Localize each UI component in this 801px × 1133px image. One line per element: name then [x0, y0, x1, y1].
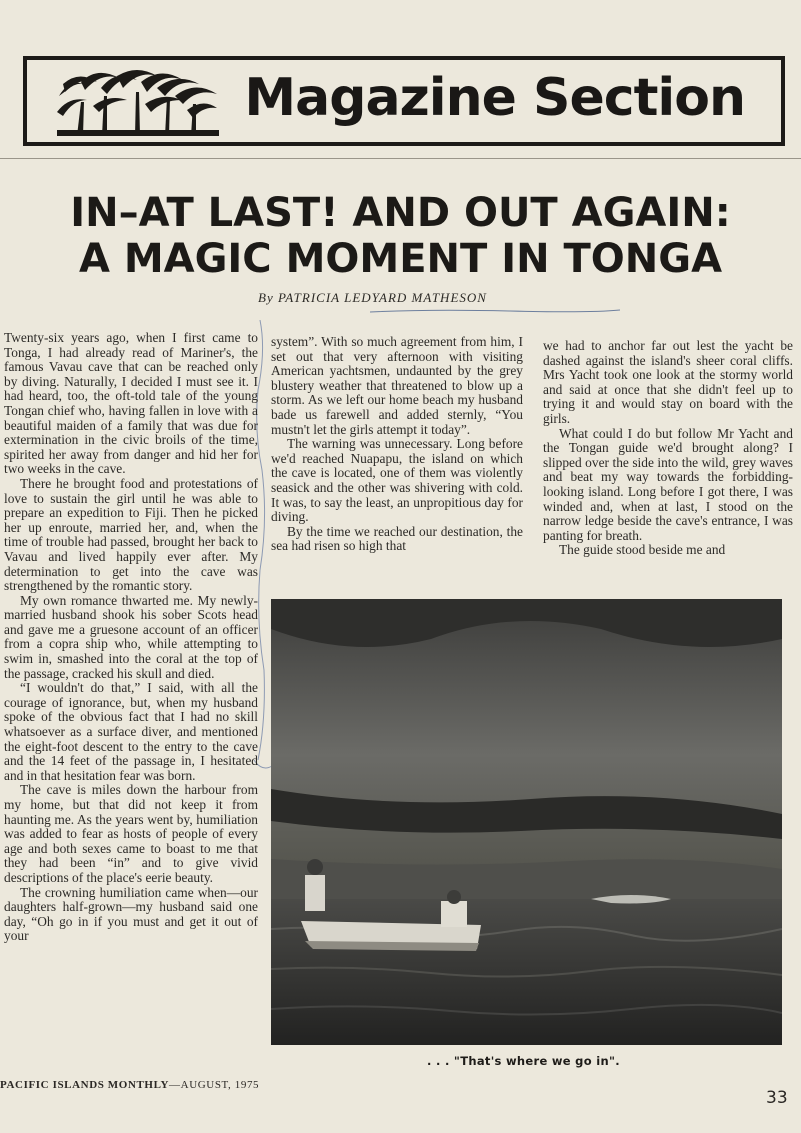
headline-line-1: IN–AT LAST! AND OUT AGAIN:	[70, 190, 731, 236]
section-title: Magazine Section	[244, 68, 745, 128]
publication-name: PACIFIC ISLANDS MONTHLY	[0, 1079, 170, 1091]
pencil-underline	[370, 308, 620, 322]
masthead	[23, 56, 785, 146]
paragraph: There he brought food and protestations of love to sustain the girl until he was able to prepare an expedition to Fiji. Then he picked her up enroute, married her, and, when the time of trouble had passed, brought her back to Vavau and lived happily ever after. My determination to get into the cave was strengthened by the romantic story.	[4, 475, 258, 594]
headline-line-2: A MAGIC MOMENT IN TONGA	[78, 236, 723, 282]
text-column-2	[271, 335, 523, 554]
paragraph: By the time we reached our destination, the sea had risen so high that	[271, 523, 523, 554]
paragraph: The warning was unnecessary. Long before we'd reached Nuapapu, the island on which the cave is located, one of them was violently seasick and the other was shivering with cold. It was, to say the least, an unpropitious day for diving.	[271, 436, 523, 525]
paragraph: The guide stood beside me and	[559, 542, 726, 558]
palm-trees-logo	[57, 66, 219, 138]
paragraph: we had to anchor far out lest the yacht be dashed against the island's sheer coral cliffs. Mrs Yacht took one look at the stormy world and said at once that she didn't feel up to trying it and would stay on board with the girls.	[543, 338, 793, 426]
paragraph: The cave is miles down the harbour from my home, but that did not keep it from haunting me. As the years went by, humiliation was added to fear as hosts of people of every age and both sexes came to boast to me that they had been “in” and to give vivid descriptions of the place's eerie beauty.	[4, 782, 258, 885]
paragraph: The crowning humiliation came when—our daughters half-grown—my husband said one day, “Oh go in if you must and get it out of your	[4, 884, 258, 944]
text-column-3	[543, 339, 793, 558]
paragraph: Twenty-six years ago, when I first came to Tonga, I had already read of Mariner's, the famous Vavau cave that can be reached only by diving. Naturally, I decided I must see it. I had heard, too, the oft-told tale of the young Tongan chief who, having fallen in love with a beautiful maiden of a family that was due for extermination in the civic broils of the time, spirited her away from danger and hid her for two weeks in the cave.	[4, 330, 258, 477]
photo-caption: . . . "That's where we go in".	[427, 1054, 620, 1068]
issue-date: —AUGUST, 1975	[169, 1079, 260, 1091]
divider	[0, 158, 801, 159]
page-footer	[0, 1079, 259, 1091]
text-column-1	[4, 331, 258, 944]
page-number: 33	[766, 1088, 788, 1108]
cave-photo	[271, 599, 782, 1045]
paragraph: What could I do but follow Mr Yacht and the Tongan guide we'd brought along? I slipped over the side into the wild, grey waves and beat my way towards the forbidding-looking island. Long before I got there, I was winded and, when at last, I stood on the narrow ledge beside the cave's entrance, I was panting for breath.	[543, 425, 793, 543]
paragraph: system”. With so much agreement from him, I set out that very afternoon with visiting American yachtsmen, undaunted by the grey blustery weather that threatened to blow up a storm. As we left our home beach my husband bade us farewell and added sternly, “You mustn't let the girls attempt it today”.	[271, 334, 523, 437]
paragraph: “I wouldn't do that,” I said, with all the courage of ignorance, but, when my husband spoke of the obvious fact that I had no skill whatsoever as a surface diver, and mentioned the eight-foot descent to the entry to the cave and the 14 feet of the passage in, I hesitated and in that hesitation fear was born.	[4, 680, 258, 783]
byline: By PATRICIA LEDYARD MATHESON	[258, 290, 487, 305]
paragraph: My own romance thwarted me. My newly-married husband shook his sober Scots head and gave me a gruesone account of an officer from a copra ship who, while attempting to swim in, smashed into the coral at the top of the passage, cracked his skull and died.	[4, 592, 258, 681]
